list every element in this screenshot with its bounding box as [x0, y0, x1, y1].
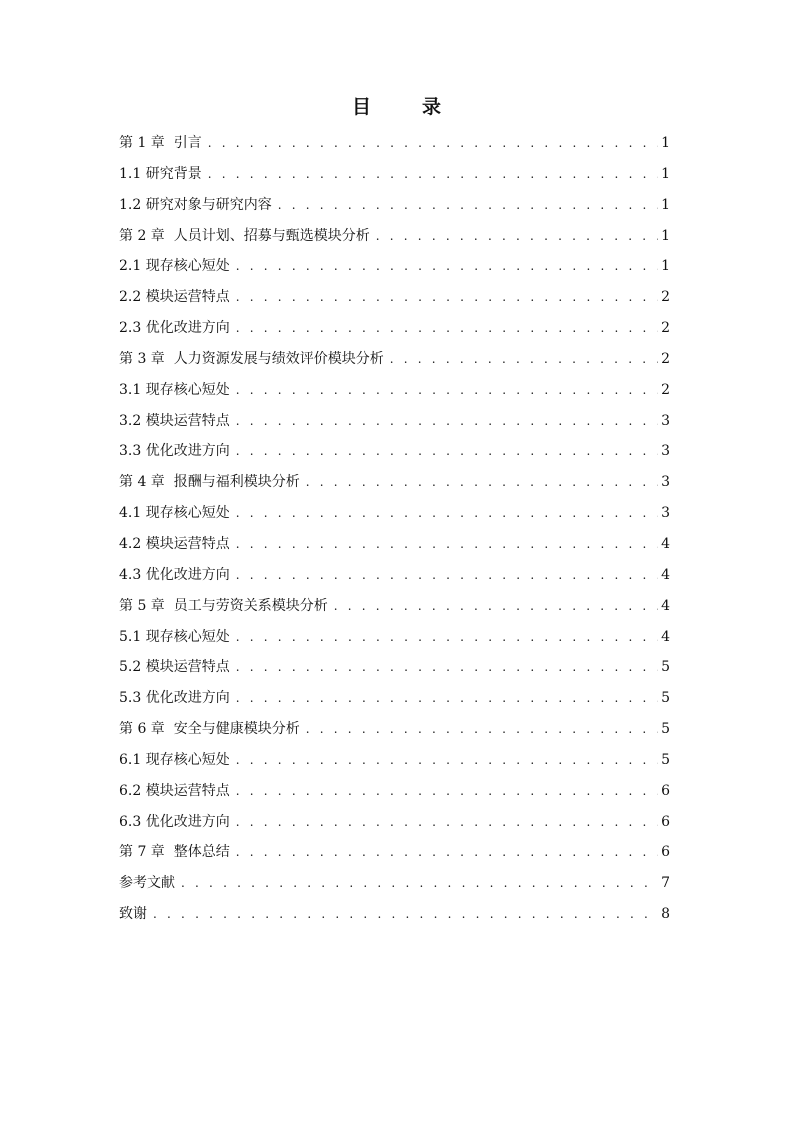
toc-entry-label: 5.3 优化改进方向 — [119, 690, 230, 707]
toc-page-number: 2 — [661, 289, 670, 306]
toc-entry-label: 第 2 章 人员计划、招募与甄选模块分析 — [119, 227, 370, 244]
toc-entry-label: 6.1 现存核心短处 — [119, 751, 230, 768]
dot-leader — [236, 776, 658, 807]
toc-entry-section-6-2[interactable] — [119, 776, 670, 807]
toc-page-number: 4 — [661, 566, 670, 583]
toc-page-number: 5 — [661, 721, 670, 738]
toc-entry-section-6-3[interactable] — [119, 807, 670, 838]
toc-page-number: 6 — [661, 782, 670, 799]
dot-leader — [236, 807, 658, 838]
toc-entry-acknowledgements[interactable] — [119, 899, 670, 930]
toc-entry-section-1-1[interactable] — [119, 159, 670, 190]
dot-leader — [236, 622, 658, 653]
dot-leader — [236, 745, 658, 776]
dot-leader — [236, 375, 658, 406]
toc-entry-references[interactable] — [119, 868, 670, 899]
toc-entry-label: 4.3 优化改进方向 — [119, 566, 230, 583]
toc-entry-section-4-1[interactable] — [119, 498, 670, 529]
toc-entry-chapter-3[interactable] — [119, 344, 670, 375]
toc-entry-label: 2.3 优化改进方向 — [119, 320, 230, 337]
dot-leader — [334, 591, 658, 622]
toc-entry-label: 第 3 章 人力资源发展与绩效评价模块分析 — [119, 350, 384, 367]
toc-page-number: 4 — [661, 535, 670, 552]
toc-page-number: 2 — [661, 320, 670, 337]
toc-page-number: 5 — [661, 690, 670, 707]
toc-entry-section-2-1[interactable] — [119, 251, 670, 282]
toc-entry-section-6-1[interactable] — [119, 745, 670, 776]
dot-leader — [306, 714, 658, 745]
toc-entry-chapter-1[interactable] — [119, 128, 670, 159]
toc-entry-label: 5.2 模块运营特点 — [119, 659, 230, 676]
toc-entry-chapter-5[interactable] — [119, 591, 670, 622]
toc-entry-section-5-1[interactable] — [119, 622, 670, 653]
dot-leader — [236, 436, 658, 467]
dot-leader — [236, 313, 658, 344]
toc-page-number: 6 — [661, 813, 670, 830]
toc-entry-section-3-1[interactable] — [119, 375, 670, 406]
dot-leader — [376, 221, 658, 252]
dot-leader — [208, 159, 658, 190]
toc-page-number: 1 — [661, 227, 670, 244]
dot-leader — [236, 652, 658, 683]
dot-leader — [236, 837, 658, 868]
toc-entry-chapter-7[interactable] — [119, 837, 670, 868]
toc-entry-label: 4.2 模块运营特点 — [119, 535, 230, 552]
toc-entry-label: 2.2 模块运营特点 — [119, 289, 230, 306]
dot-leader — [306, 467, 658, 498]
toc-entry-label: 第 4 章 报酬与福利模块分析 — [119, 474, 300, 491]
toc-page-number: 4 — [661, 628, 670, 645]
toc-entry-section-2-2[interactable] — [119, 282, 670, 313]
toc-entry-label: 6.2 模块运营特点 — [119, 782, 230, 799]
toc-page-number: 1 — [661, 196, 670, 213]
toc-entry-section-4-3[interactable] — [119, 560, 670, 591]
toc-entry-label: 4.1 现存核心短处 — [119, 505, 230, 522]
toc-page-number: 8 — [661, 906, 670, 923]
toc-entry-chapter-2[interactable] — [119, 221, 670, 252]
toc-entry-label: 第 5 章 员工与劳资关系模块分析 — [119, 597, 328, 614]
toc-entry-section-5-3[interactable] — [119, 683, 670, 714]
toc-entry-label: 6.3 优化改进方向 — [119, 813, 230, 830]
dot-leader — [236, 560, 658, 591]
toc-page-number: 2 — [661, 350, 670, 367]
toc-page-number: 1 — [661, 258, 670, 275]
toc-page-number: 1 — [661, 165, 670, 182]
toc-entry-label: 第 1 章 引言 — [119, 135, 202, 151]
dot-leader — [181, 868, 658, 899]
toc-entry-chapter-6[interactable] — [119, 714, 670, 745]
toc-entry-label: 1.2 研究对象与研究内容 — [119, 196, 272, 213]
toc-entry-label: 3.1 现存核心短处 — [119, 381, 230, 398]
dot-leader — [236, 406, 658, 437]
toc-page-number: 3 — [661, 474, 670, 491]
toc-page-number: 5 — [661, 751, 670, 768]
toc-page-number: 3 — [661, 505, 670, 522]
toc-entry-section-5-2[interactable] — [119, 652, 670, 683]
toc-page-number: 7 — [661, 875, 670, 892]
toc-page-number: 2 — [661, 381, 670, 398]
dot-leader — [208, 128, 658, 159]
dot-leader — [236, 282, 658, 313]
toc-entry-chapter-4[interactable] — [119, 467, 670, 498]
toc-entry-section-3-2[interactable] — [119, 406, 670, 437]
dot-leader — [236, 529, 658, 560]
dot-leader — [236, 683, 658, 714]
toc-page-number: 6 — [661, 844, 670, 861]
toc-page-number: 5 — [661, 659, 670, 676]
toc-entry-label: 5.1 现存核心短处 — [119, 628, 230, 645]
toc-entry-section-1-2[interactable] — [119, 190, 670, 221]
toc-page-number: 3 — [661, 412, 670, 429]
toc-page-number: 1 — [661, 135, 670, 151]
dot-leader — [236, 498, 658, 529]
toc-entry-section-3-3[interactable] — [119, 436, 670, 467]
toc-entry-label: 1.1 研究背景 — [119, 165, 202, 182]
toc-entry-label: 致谢 — [119, 906, 147, 923]
toc-entry-label: 第 7 章 整体总结 — [119, 844, 230, 861]
dot-leader — [390, 344, 658, 375]
dot-leader — [153, 899, 658, 930]
dot-leader — [236, 251, 658, 282]
toc-page-number: 3 — [661, 443, 670, 460]
toc-entry-label: 2.1 现存核心短处 — [119, 258, 230, 275]
dot-leader — [278, 190, 658, 221]
table-of-contents — [119, 128, 670, 930]
toc-entry-section-4-2[interactable] — [119, 529, 670, 560]
toc-entry-section-2-3[interactable] — [119, 313, 670, 344]
toc-entry-label: 3.2 模块运营特点 — [119, 412, 230, 429]
toc-entry-label: 第 6 章 安全与健康模块分析 — [119, 721, 300, 738]
toc-entry-label: 参考文献 — [119, 875, 175, 892]
page-title: 目 录 — [351, 96, 457, 118]
toc-page-number: 4 — [661, 597, 670, 614]
toc-entry-label: 3.3 优化改进方向 — [119, 443, 230, 460]
